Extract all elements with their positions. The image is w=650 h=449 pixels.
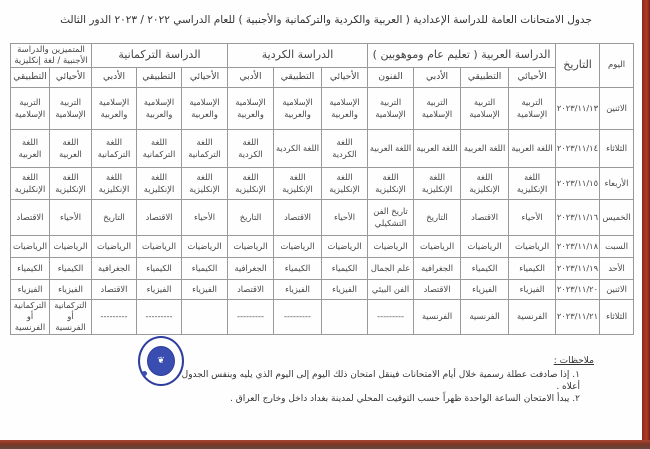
subject-cell: الفيزياء xyxy=(137,280,182,300)
subject-cell: الرياضيات xyxy=(50,236,92,258)
header-branch: الفنون xyxy=(368,68,414,88)
subject-cell: اللغة الإنكليزية xyxy=(11,168,50,200)
subject-cell: الاقتصاد xyxy=(11,200,50,236)
subject-cell xyxy=(322,300,368,335)
header-group-turkmen: الدراسة التركمانية xyxy=(92,44,228,68)
subject-cell: --------- xyxy=(228,300,274,335)
subject-cell: اللغة العربية xyxy=(414,130,461,168)
header-branch: التطبيقي xyxy=(461,68,509,88)
subject-cell: الإسلامية والعربية xyxy=(182,88,228,130)
note-item: ٢. يبدأ الامتحان الساعة الواحدة ظهراً حسب التوقيت المحلي لمدينة بغداد داخل وخارج العراق . xyxy=(230,394,580,405)
subject-cell: الأحياء xyxy=(509,200,556,236)
subject-cell: الجغرافية xyxy=(228,258,274,280)
subject-cell: اللغة العربية xyxy=(368,130,414,168)
stamp-dot-icon xyxy=(142,371,147,376)
subject-cell: الرياضيات xyxy=(137,236,182,258)
table-row xyxy=(11,258,634,280)
day-cell: الثلاثاء xyxy=(600,300,634,335)
table-row xyxy=(11,280,634,300)
subject-cell: التاريخ xyxy=(92,200,137,236)
subject-cell: اللغة الإنكليزية xyxy=(414,168,461,200)
subject-cell: الفرنسية xyxy=(414,300,461,335)
subject-cell: اللغة الكردية xyxy=(322,130,368,168)
subject-cell: الإسلامية والعربية xyxy=(228,88,274,130)
subject-cell: الرياضيات xyxy=(274,236,322,258)
subject-cell: الرياضيات xyxy=(228,236,274,258)
subject-cell: اللغة الإنكليزية xyxy=(137,168,182,200)
subject-cell: الاقتصاد xyxy=(137,200,182,236)
day-cell: الأربعاء xyxy=(600,168,634,200)
subject-cell: الكيمياء xyxy=(461,258,509,280)
subject-cell: اللغة العربية xyxy=(461,130,509,168)
header-branch: الأدبي xyxy=(414,68,461,88)
subject-cell: الكيمياء xyxy=(137,258,182,280)
subject-cell: الفيزياء xyxy=(50,280,92,300)
header-branch: الأحيائي xyxy=(322,68,368,88)
subject-cell: اللغة الإنكليزية xyxy=(50,168,92,200)
date-cell: ٢٠٢٣/١١/٢٠ xyxy=(556,280,600,300)
subject-cell: اللغة الإنكليزية xyxy=(228,168,274,200)
day-cell: الخميس xyxy=(600,200,634,236)
subject-cell: الإسلامية والعربية xyxy=(92,88,137,130)
header-group-arabic: الدراسة العربية ( تعليم عام وموهوبين ) xyxy=(368,44,556,68)
table-row xyxy=(11,236,634,258)
exam-schedule-table xyxy=(10,43,634,335)
subject-cell: علم الجمال xyxy=(368,258,414,280)
subject-cell: الرياضيات xyxy=(368,236,414,258)
date-cell: ٢٠٢٣/١١/١٦ xyxy=(556,200,600,236)
subject-cell: اللغة الإنكليزية xyxy=(368,168,414,200)
subject-cell: التربية الإسلامية xyxy=(414,88,461,130)
subject-cell: الفن البيئي xyxy=(368,280,414,300)
subject-cell: الفرنسية xyxy=(509,300,556,335)
subject-cell: التركمانية أو الفرنسية xyxy=(11,300,50,335)
subject-cell: الرياضيات xyxy=(414,236,461,258)
header-day: اليوم xyxy=(600,44,634,88)
subject-cell: --------- xyxy=(274,300,322,335)
subject-cell: الاقتصاد xyxy=(92,280,137,300)
subject-cell: اللغة التركمانية xyxy=(92,130,137,168)
day-cell: الاثنين xyxy=(600,88,634,130)
subject-cell: اللغة الإنكليزية xyxy=(274,168,322,200)
subject-cell: الكيمياء xyxy=(274,258,322,280)
subject-cell: الاقتصاد xyxy=(228,280,274,300)
header-date: التاريخ xyxy=(556,44,600,88)
date-cell: ٢٠٢٣/١١/١٤ xyxy=(556,130,600,168)
subject-cell: اللغة التركمانية xyxy=(137,130,182,168)
subject-cell: الجغرافية xyxy=(414,258,461,280)
subject-cell: الإسلامية والعربية xyxy=(274,88,322,130)
subject-cell: الكيمياء xyxy=(11,258,50,280)
subject-cell: التربية الإسلامية xyxy=(11,88,50,130)
header-branch: الأحيائي xyxy=(509,68,556,88)
subject-cell: الأحياء xyxy=(50,200,92,236)
subject-cell: الرياضيات xyxy=(461,236,509,258)
subject-cell: الاقتصاد xyxy=(414,280,461,300)
subject-cell: الإسلامية والعربية xyxy=(322,88,368,130)
day-cell: السبت xyxy=(600,236,634,258)
subject-cell: اللغة الإنكليزية xyxy=(182,168,228,200)
subject-cell: التاريخ xyxy=(228,200,274,236)
document-title: جدول الامتحانات العامة للدراسة الإعدادية ( العربية والكردية والتركمانية والأجنبية ) للعام الدراسي ٢٠٢٢ / ٢٠٢٣ الدور الثالث xyxy=(60,14,592,26)
header-branch: التطبيقي xyxy=(274,68,322,88)
subject-cell: الكيمياء xyxy=(182,258,228,280)
subject-cell: الفيزياء xyxy=(182,280,228,300)
table-row xyxy=(11,130,634,168)
photo-frame-edge-right xyxy=(642,0,650,449)
stamp-emblem-icon: ❦ xyxy=(147,346,175,376)
subject-cell: اللغة الإنكليزية xyxy=(461,168,509,200)
subject-cell: الأحياء xyxy=(322,200,368,236)
header-group-kurdish: الدراسة الكردية xyxy=(228,44,368,68)
header-branch: الأحيائي xyxy=(50,68,92,88)
header-branch: الأدبي xyxy=(92,68,137,88)
subject-cell: اللغة العربية xyxy=(50,130,92,168)
table-row xyxy=(11,300,634,335)
subject-cell: الكيمياء xyxy=(509,258,556,280)
day-cell: الاثنين xyxy=(600,280,634,300)
date-cell: ٢٠٢٣/١١/٢١ xyxy=(556,300,600,335)
schedule-body xyxy=(11,88,634,335)
note-item: ١. إذا صادفت عطلة رسمية خلال أيام الامتحانات فينقل امتحان ذلك اليوم إلى اليوم الذي يليه وبنفس الجدول أعلاه . xyxy=(181,370,580,393)
notes-section xyxy=(170,355,594,406)
subject-cell: الاقتصاد xyxy=(461,200,509,236)
subject-cell: --------- xyxy=(137,300,182,335)
subject-cell: الإسلامية والعربية xyxy=(137,88,182,130)
table-row xyxy=(11,200,634,236)
subject-cell: --------- xyxy=(92,300,137,335)
subject-cell: الرياضيات xyxy=(11,236,50,258)
day-cell: الثلاثاء xyxy=(600,130,634,168)
subject-cell: الفيزياء xyxy=(322,280,368,300)
subject-cell: اللغة العربية xyxy=(11,130,50,168)
subject-cell: التركمانية أو الفرنسية xyxy=(50,300,92,335)
subject-cell: اللغة الإنكليزية xyxy=(509,168,556,200)
subject-cell: التربية الإسلامية xyxy=(461,88,509,130)
table-row xyxy=(11,88,634,130)
subject-cell: الفيزياء xyxy=(461,280,509,300)
subject-cell: التربية الإسلامية xyxy=(509,88,556,130)
subject-cell: الاقتصاد xyxy=(274,200,322,236)
subject-cell: الفيزياء xyxy=(11,280,50,300)
subject-cell: اللغة الإنكليزية xyxy=(322,168,368,200)
header-group-distinguished-foreign: المتميزين والدراسة الأجنبية / لغة إنكليزية xyxy=(11,44,92,68)
date-cell: ٢٠٢٣/١١/١٣ xyxy=(556,88,600,130)
date-cell: ٢٠٢٣/١١/١٥ xyxy=(556,168,600,200)
subject-cell xyxy=(182,300,228,335)
subject-cell: اللغة الكردية xyxy=(228,130,274,168)
date-cell: ٢٠٢٣/١١/١٨ xyxy=(556,236,600,258)
header-branch: الأدبي xyxy=(228,68,274,88)
date-cell: ٢٠٢٣/١١/١٩ xyxy=(556,258,600,280)
subject-cell: التربية الإسلامية xyxy=(50,88,92,130)
subject-cell: الرياضيات xyxy=(92,236,137,258)
subject-cell: الرياضيات xyxy=(322,236,368,258)
notes-heading: ملاحظات : xyxy=(553,356,594,366)
subject-cell: الفيزياء xyxy=(274,280,322,300)
subject-cell: اللغة الإنكليزية xyxy=(92,168,137,200)
day-cell: الأحد xyxy=(600,258,634,280)
subject-cell: الفيزياء xyxy=(509,280,556,300)
subject-cell: الفرنسية xyxy=(461,300,509,335)
photo-frame-edge-bottom xyxy=(0,440,650,449)
header-branch: التطبيقي xyxy=(137,68,182,88)
header-row-groups xyxy=(11,44,634,68)
subject-cell: الكيمياء xyxy=(322,258,368,280)
subject-cell: اللغة الكردية xyxy=(274,130,322,168)
subject-cell: الجغرافية xyxy=(92,258,137,280)
subject-cell: تاريخ الفن التشكيلي xyxy=(368,200,414,236)
subject-cell: الكيمياء xyxy=(50,258,92,280)
subject-cell: التربية الإسلامية xyxy=(368,88,414,130)
subject-cell: اللغة العربية xyxy=(509,130,556,168)
header-row-branches xyxy=(11,68,634,88)
subject-cell: الأحياء xyxy=(182,200,228,236)
table-row xyxy=(11,168,634,200)
header-branch: التطبيقي xyxy=(11,68,50,88)
subject-cell: التاريخ xyxy=(414,200,461,236)
subject-cell: الرياضيات xyxy=(509,236,556,258)
subject-cell: اللغة التركمانية xyxy=(182,130,228,168)
subject-cell: --------- xyxy=(368,300,414,335)
header-branch: الأحيائي xyxy=(182,68,228,88)
subject-cell: الرياضيات xyxy=(182,236,228,258)
